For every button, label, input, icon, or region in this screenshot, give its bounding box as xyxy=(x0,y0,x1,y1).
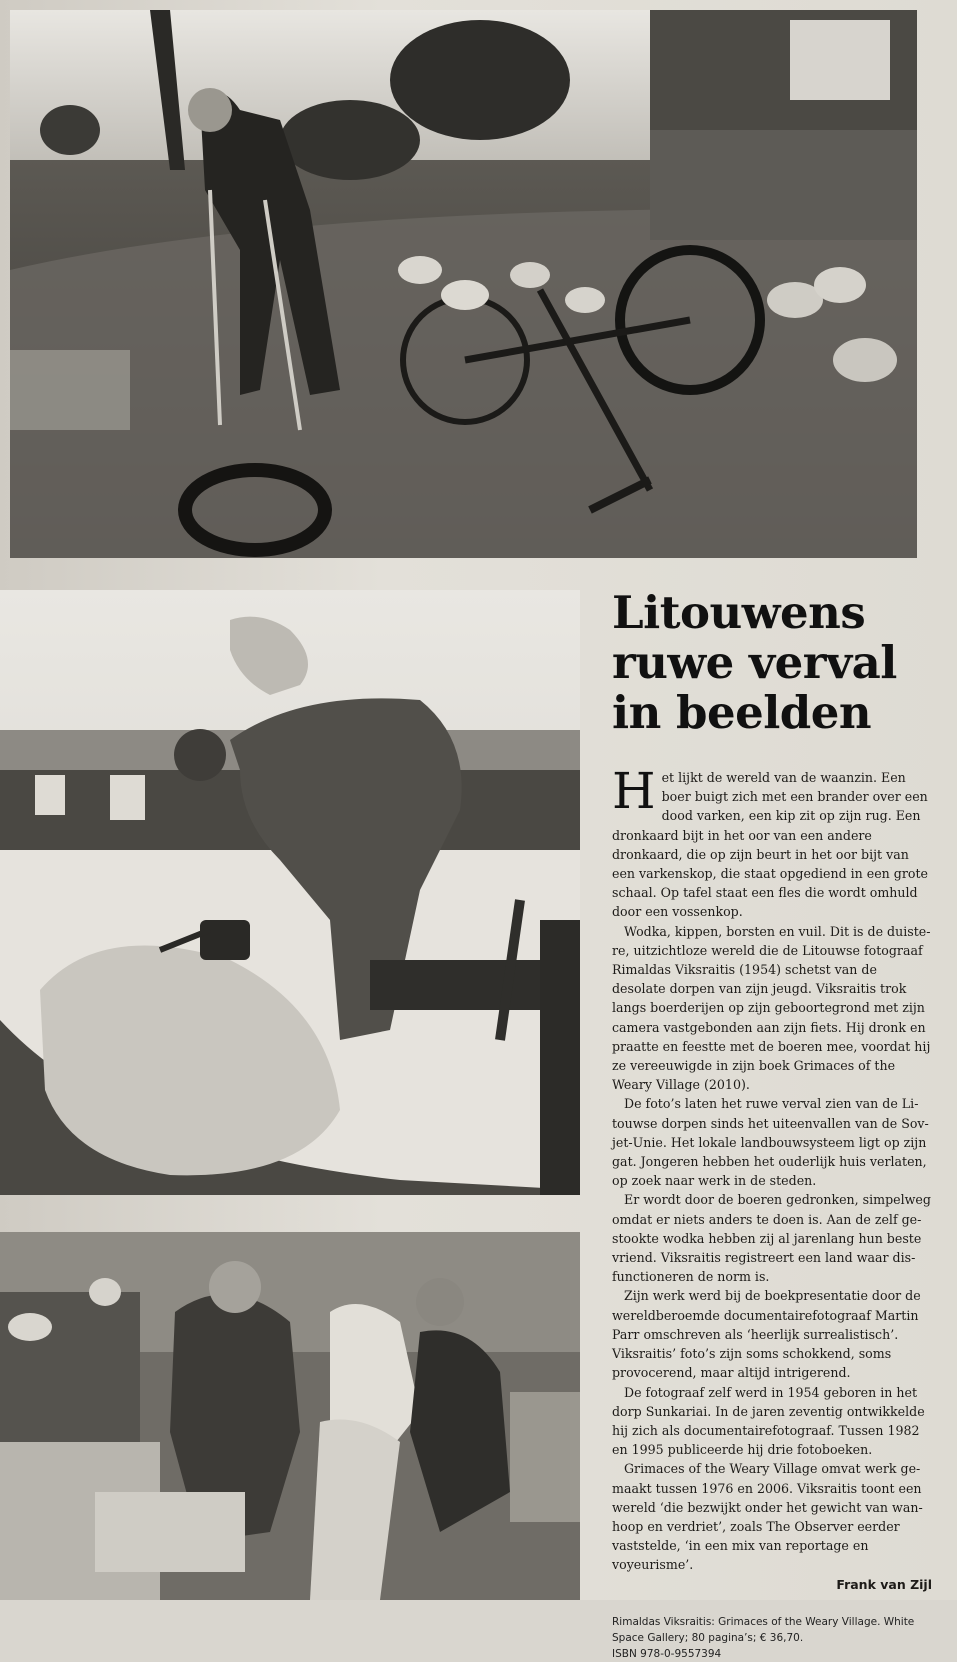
headline-line-2: ruwe verval xyxy=(612,636,897,689)
article-paragraph: Zijn werk werd bij de boekpresentatie door de wereldberoemde documentairefotograaf Martin Parr omschreven als ‘heerlijk surrealistisch’. Viksraitis’ foto’s zijn soms schokkend, soms provocerend, maar altijd intrigerend. xyxy=(612,1288,921,1381)
article-paragraph: Er wordt door de boeren gedronken, simpelweg omdat er niets anders te doen is. Aan de zelf gestookte wodka hebben zij al jarenlang hun beste vriend. Viksraitis registreert een land waar disfunctioneren de norm is. xyxy=(612,1192,931,1285)
article-paragraph: Wodka, kippen, borsten en vuil. Dit is de duistere, uitzichtloze wereld die de Litouwse fotograaf Rimaldas Viksraitis (1954) schetst van de desolate dorpen van zijn jeugd. Viksraitis trok langs boerderijen op zijn geboortegrond met zijn camera vastgebonden aan zijn fiets. Hij dronk en praatte en feestte met de boeren mee, voordat hij ze vereeuwigde in zijn boek Grimaces of the Weary Village (2010). xyxy=(612,923,931,1093)
article-paragraph xyxy=(612,762,932,922)
photo-farmer-pig-chicken xyxy=(0,590,580,1195)
article-paragraph: De foto’s laten het ruwe verval zien van de Litouwse dorpen sinds het uiteenvallen van de Sovjet-Unie. Het lokale landbouwsysteem ligt op zijn gat. Jongeren hebben het ouderlijk huis verlaten, op zoek naar werk in de steden. xyxy=(612,1096,929,1189)
article-column xyxy=(612,586,932,1660)
headline-line-3: in beelden xyxy=(612,686,872,739)
photo-drinkers-room xyxy=(0,1232,580,1600)
article-paragraph: De fotograaf zelf werd in 1954 geboren in het dorp Sunkariai. In de jaren zeventig ontwikkelde hij zich als documentairefotograaf. Tussen 1982 en 1995 publiceerde hij drie fotoboeken. xyxy=(612,1384,925,1458)
headline-line-1: Litouwens xyxy=(612,586,866,639)
photo-man-crutches-geese-bicycle xyxy=(10,10,917,558)
isbn-line: ISBN 978-0-9557394 xyxy=(612,1647,722,1660)
paragraph-text: et lijkt de wereld van de waanzin. Een boer buigt zich met een brander over een dood varken, een kip zit op zijn rug. Een dronkaard bijt in het oor van een andere dronkaard, die op zijn beurt in het oor bijt van een varkenskop, die staat opgediend in een grote schaal. Op tafel staat een fles die wordt omhuld door een vossenkop. xyxy=(612,770,928,920)
drop-cap: H xyxy=(612,762,656,820)
article-body xyxy=(612,762,932,1575)
book-credit-line: Rimaldas Viksraitis: Grimaces of the Weary Village. White Space Gallery; 80 pagina’s; € 36,70. xyxy=(612,1615,915,1644)
article-paragraph: Grimaces of the Weary Village omvat werk gemaakt tussen 1976 en 2006. Viksraitis toont een wereld ‘die bezwijkt onder het gewicht van wanhoop en verdriet’, zoals The Observer eerder vaststelde, ‘in een mix van reportage en voyeurisme’. xyxy=(612,1461,923,1573)
byline: Frank van Zijl xyxy=(836,1576,932,1592)
headline xyxy=(612,588,932,738)
book-credit xyxy=(612,1614,932,1662)
